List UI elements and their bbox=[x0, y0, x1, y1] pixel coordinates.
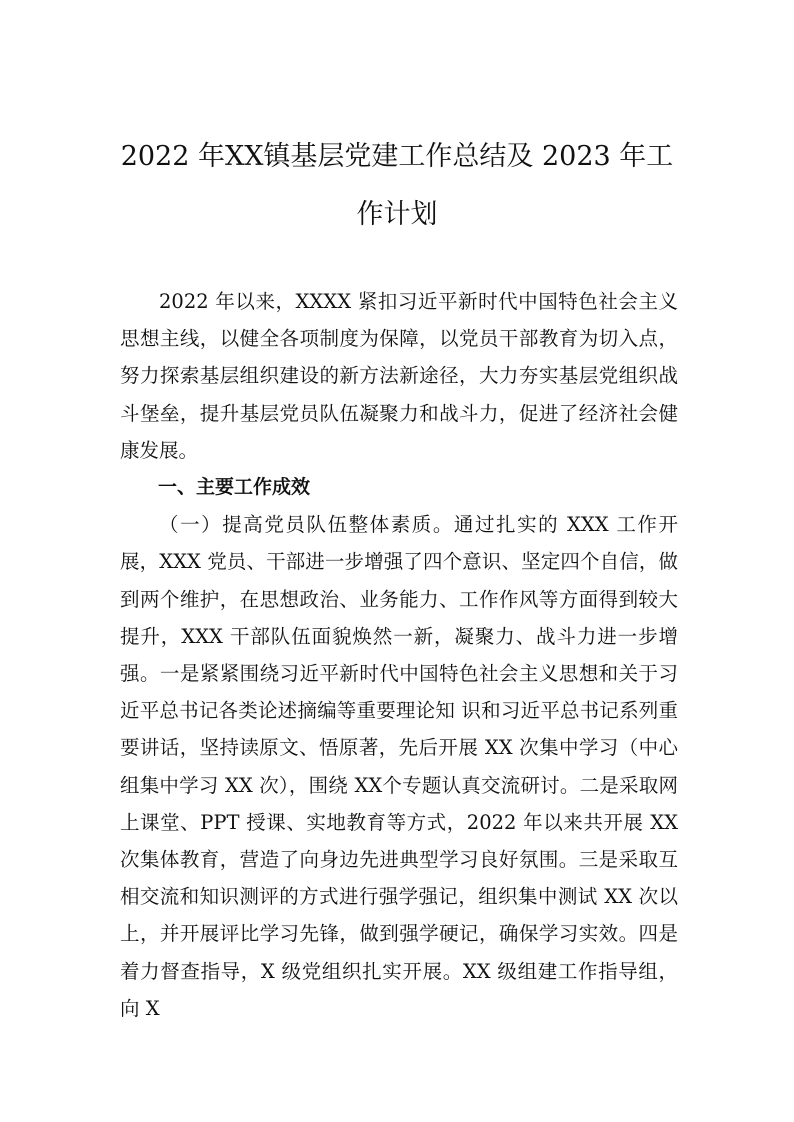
intro-paragraph: 2022 年以来，XXXX 紧扣习近平新时代中国特色社会主义思想主线，以健全各项制度为保障，以党员干部教育为切入点，努力探索基层组织建设的新方法新途径，大力夯实基层党组织战斗堡垒，提升基层党员队伍凝聚力和战斗力，促进了经济社会健康发展。 bbox=[120, 290, 678, 462]
section-heading: 一、主要工作成效 bbox=[158, 476, 311, 499]
title-line-1: 2022 年XX镇基层党建工作总结及 2023 年工 bbox=[120, 141, 674, 172]
document-title bbox=[110, 128, 684, 244]
section-paragraph: （一）提高党员队伍整体素质。通过扎实的 XXX 工作开展，XXX 党员、干部进一步增强了四个意识、坚定四个自信，做到两个维护，在思想政治、业务能力、工作作风等方面得到较大提升，XXX 干部队伍面貌焕然一新，凝聚力、战斗力进一步增强。一是紧紧围绕习近平新时代中国特色社会主义思想和关于习近平总书记各类论述摘编等重要理论知 识和习近平总书记系列重要讲话，坚持读原文、悟原著，先后开展 XX 次集中学习（中心组集中学习 XX 次），围绕 XX个专题认真交流研讨。二是采取网上课堂、PPT 授课、实地教育等方式，2022 年以来共开展 XX 次集体教育，营造了向身边先进典型学习良好氛围。三是采取互相交流和知识测评的方式进行强学强记，组织集中测试 XX 次以上，并开展评比学习先锋，做到强学硬记，确保学习实效。四是着力督查指导，X 级党组织扎实开展。XX 级组建工作指导组，向 X bbox=[120, 513, 678, 1020]
document-body bbox=[120, 283, 678, 1027]
title-line-2: 作计划 bbox=[356, 199, 438, 230]
